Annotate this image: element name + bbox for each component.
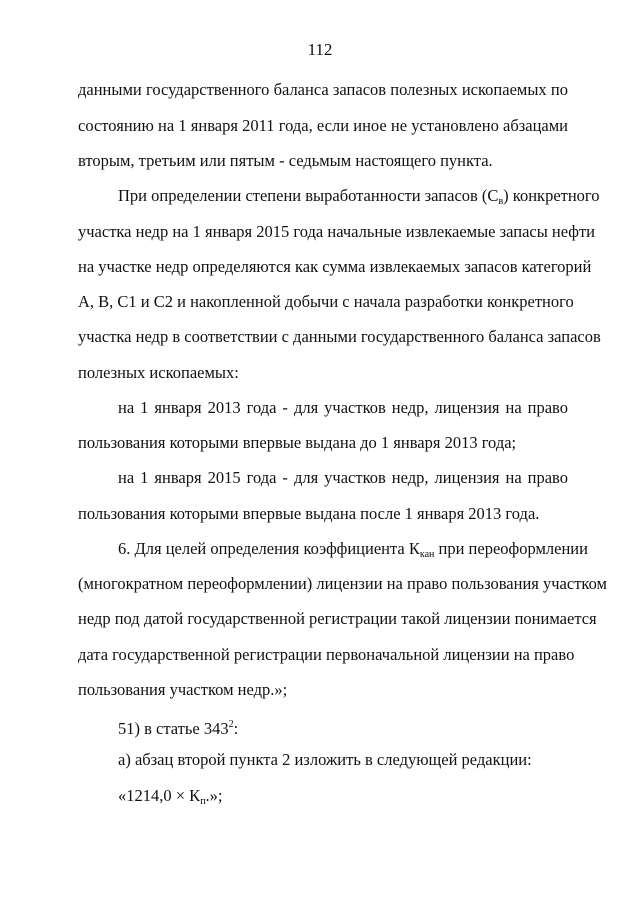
text-line: участка недр на 1 января 2015 года начальные извлекаемые запасы нефти [78,222,596,241]
text-line: «$1214,0 \times К_п$.»; [118,786,223,807]
text-line: а) абзац второй пункта 2 изложить в следующей редакции: [118,750,532,769]
text-line: дата государственной регистрации первоначальной лицензии на право [78,645,575,664]
text-line: При определении степени выработанности запасов $(С_в)$ конкретного [118,186,600,207]
text-line: 51) в статье $343^2$: [118,719,239,738]
page-number: 112 [307,40,333,59]
text-line: на 1 января 2013 года - для участков недр, лицензия на право [118,398,568,417]
text-line: 6. Для целей определения коэффициента $К_{кан}$ при переоформлении [118,539,588,560]
text-line: данными государственного баланса запасов полезных ископаемых по [78,80,568,99]
text-line: недр под датой государственной регистрации такой лицензии понимается [78,609,597,628]
text-line: полезных ископаемых: [78,363,239,382]
text-line: пользования которыми впервые выдана до 1 января 2013 года; [78,433,517,452]
text-line: (многократном переоформлении) лицензии на право пользования участком [78,574,607,593]
text-line: участка недр в соответствии с данными государственного баланса запасов [78,327,601,346]
text-line: на 1 января 2015 года - для участков недр, лицензия на право [118,468,568,487]
text-line: пользования которыми впервые выдана после 1 января 2013 года. [78,504,540,523]
text-line: на участке недр определяются как сумма извлекаемых запасов категорий [78,257,592,276]
text-line: состоянию на 1 января 2011 года, если иное не установлено абзацами [78,116,568,135]
text-line: А, В, С1 и С2 и накопленной добычи с начала разработки конкретного [78,292,574,311]
text-line: вторым, третьим или пятым - седьмым настоящего пункта. [78,151,493,170]
text-line: пользования участком недр.»; [78,680,288,699]
